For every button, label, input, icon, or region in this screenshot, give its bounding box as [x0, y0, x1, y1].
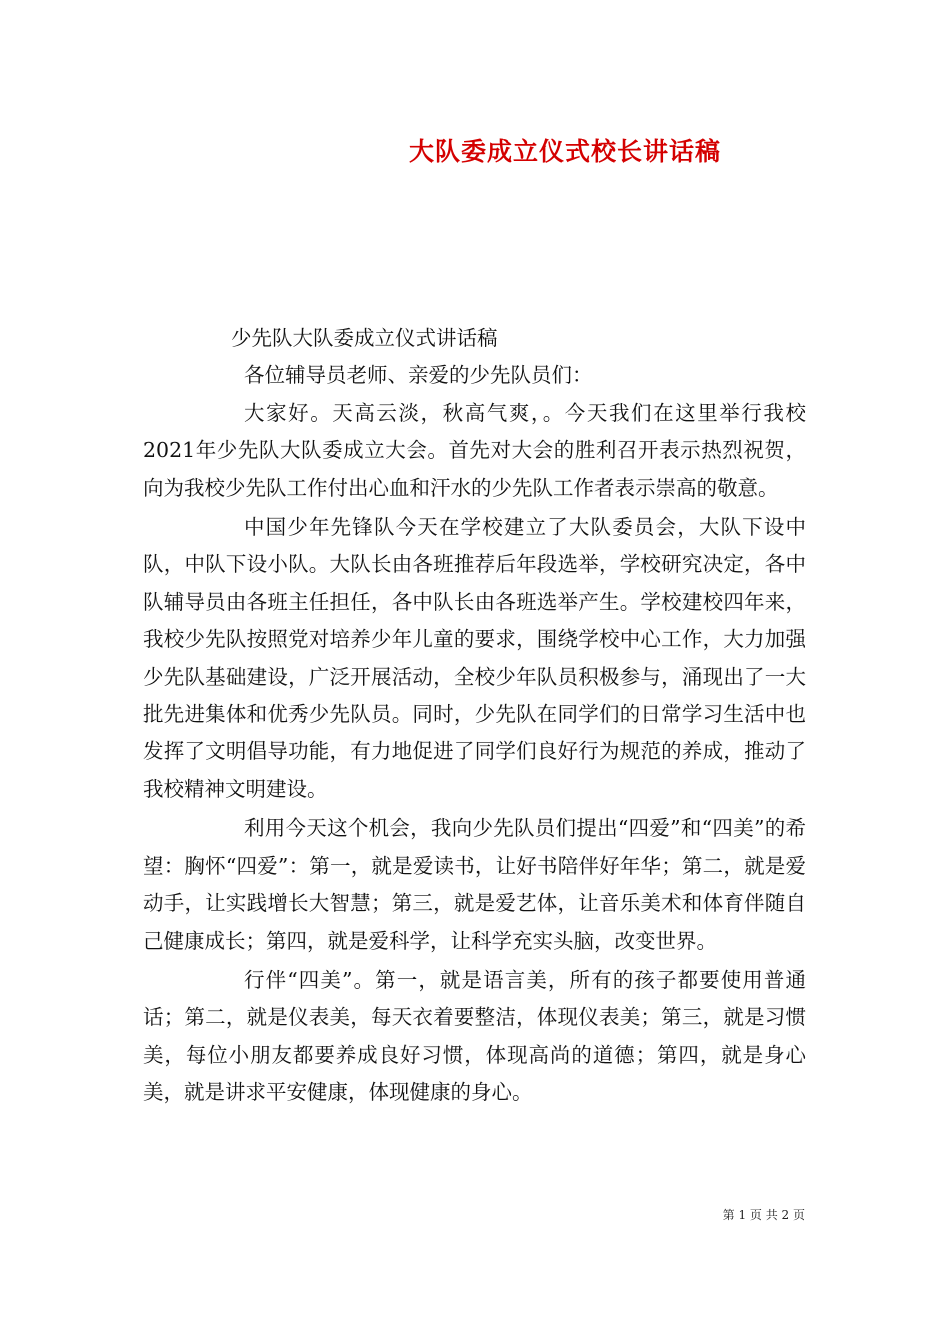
page-number-footer: 第 1 页 共 2 页	[722, 1208, 805, 1222]
document-body	[143, 320, 806, 1114]
paragraph-4: 行伴“四美”。第一，就是语言美，所有的孩子都要使用普通话；第二，就是仪表美，每天衣着要整洁，体现仪表美；第三，就是习惯美，每位小朋友都要养成良好习惯，体现高尚的道德；第四，就是身心美，就是讲求平安健康，体现健康的身心。	[143, 967, 806, 1105]
greeting-line: 各位辅导员老师、亲爱的少先队员们：	[244, 363, 593, 388]
speech-subtitle: 少先队大队委成立仪式讲话稿	[231, 326, 498, 350]
document-title: 大队委成立仪式校长讲话稿	[408, 137, 721, 166]
paragraph-1: 大家好。天高云淡，秋高气爽，。今天我们在这里举行我校2021年少先队大队委成立大会。首先对大会的胜利召开表示热烈祝贺，向为我校少先队工作付出心血和汗水的少先队工作者表示崇高的敬意。	[143, 400, 806, 500]
paragraph-2: 中国少年先锋队今天在学校建立了大队委员会，大队下设中队，中队下设小队。大队长由各班推荐后年段选举，学校研究决定，各中队辅导员由各班主任担任，各中队长由各班选举产生。学校建校四年来，我校少先队按照党对培养少年儿童的要求，围绕学校中心工作，大力加强少先队基础建设，广泛开展活动，全校少年队员积极参与，涌现出了一大批先进集体和优秀少先队员。同时，少先队在同学们的日常学习生活中也发挥了文明倡导功能，有力地促进了同学们良好行为规范的养成，推动了我校精神文明建设。	[143, 515, 806, 801]
paragraph-3: 利用今天这个机会，我向少先队员们提出“四爱”和“四美”的希望：胸怀“四爱”：第一，就是爱读书，让好书陪伴好年华；第二，就是爱动手，让实践增长大智慧；第三，就是爱艺体，让音乐美术和体育伴随自己健康成长；第四，就是爱科学，让科学充实头脑，改变世界。	[143, 816, 806, 953]
